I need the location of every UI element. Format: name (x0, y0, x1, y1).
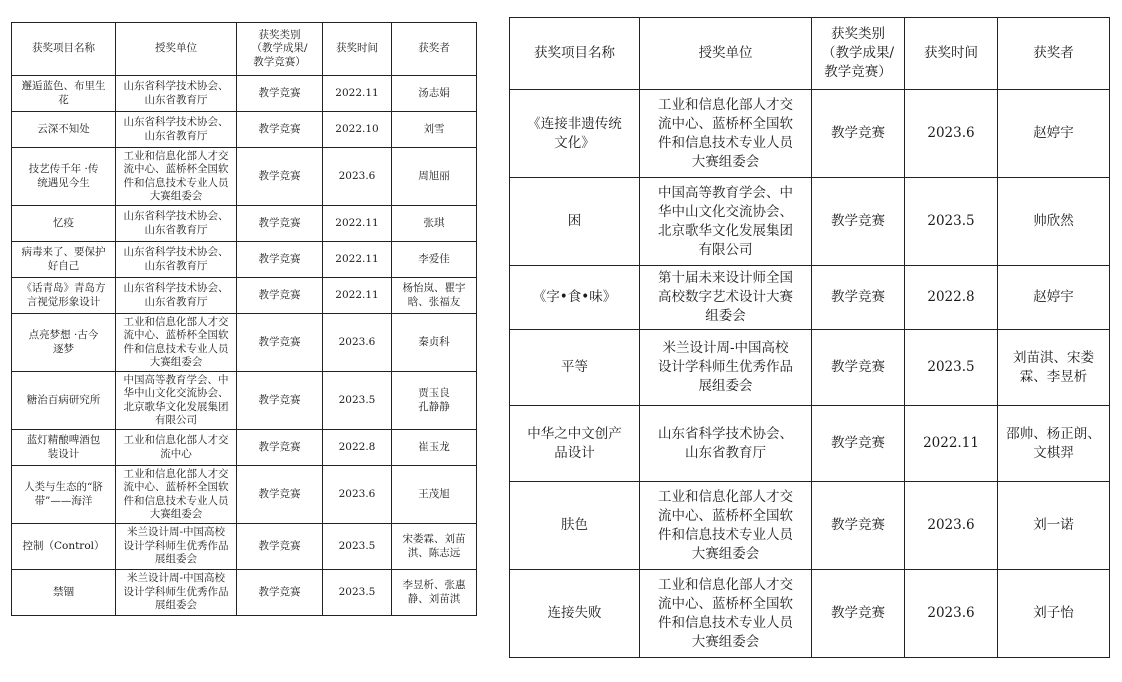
award-time-text: 2023.6 (927, 125, 975, 141)
project-name-text: 云深不知处 (37, 122, 90, 135)
award-unit-text: 工业和信息化部人才交 流中心 (123, 434, 229, 460)
winner-text: 秦贞科 (418, 335, 450, 348)
winner-cell (998, 266, 1110, 330)
project-name-text: 肤色 (561, 517, 588, 533)
award-category-text: 教学竞赛 (258, 216, 301, 229)
winner-cell (998, 482, 1110, 570)
table-row (12, 242, 477, 278)
award-category-text: 教学竞赛 (831, 289, 885, 305)
award-unit-cell (640, 178, 812, 266)
award-unit-text: 山东省科学技术协会、 山东省教育厅 (658, 425, 793, 461)
award-category-cell (812, 482, 905, 570)
award-time-text: 2023.5 (338, 393, 376, 406)
header-winner: 获奖者 (392, 23, 477, 76)
winner-cell (392, 466, 477, 524)
project-name-cell (12, 242, 116, 278)
award-time-text: 2023.5 (338, 585, 376, 598)
award-time-text: 2023.5 (927, 213, 975, 229)
project-name-text: 中华之中文创产 品设计 (527, 425, 622, 461)
award-time-text: 2023.6 (927, 605, 975, 621)
award-time-text: 2023.6 (338, 335, 376, 348)
project-name-cell (510, 482, 640, 570)
award-time-cell (323, 570, 392, 616)
award-unit-cell (640, 482, 812, 570)
award-time-text: 2022.8 (338, 440, 376, 453)
project-name-text: 困 (567, 213, 582, 229)
award-category-text: 教学竞赛 (258, 288, 301, 301)
award-time-text: 2023.6 (338, 487, 376, 500)
winner-text: 周旭丽 (418, 169, 450, 182)
table-row (12, 524, 477, 570)
award-unit-text: 中国高等教育学会、中 华中山文化交流协会、 北京歌华文化发展集团 有限公司 (123, 373, 229, 426)
award-time-text: 2023.6 (927, 517, 975, 533)
award-time-cell (905, 330, 998, 406)
award-time-cell (323, 466, 392, 524)
award-unit-text: 工业和信息化部人才交 流中心、蓝桥杯全国软 件和信息技术专业人员 大赛组委会 (658, 576, 793, 650)
winner-cell (392, 314, 477, 372)
winner-cell (392, 206, 477, 242)
project-name-cell (510, 406, 640, 482)
project-name-cell (510, 178, 640, 266)
table-row (12, 372, 477, 430)
award-category-text: 教学竞赛 (831, 359, 885, 375)
award-unit-cell (640, 330, 812, 406)
award-time-cell (323, 242, 392, 278)
project-name-cell (12, 76, 116, 112)
award-unit-cell (116, 524, 237, 570)
winner-text: 刘子怡 (1033, 605, 1074, 621)
winner-text: 赵婷宇 (1033, 125, 1074, 141)
project-name-text: 禁锢 (53, 585, 74, 598)
award-category-cell (237, 206, 323, 242)
award-category-text: 教学竞赛 (831, 435, 885, 451)
project-name-cell (510, 330, 640, 406)
table-row (12, 466, 477, 524)
award-table-left (11, 22, 477, 616)
winner-text: 刘一诺 (1033, 517, 1074, 533)
table-row (12, 314, 477, 372)
winner-cell (998, 570, 1110, 658)
award-unit-cell (116, 112, 237, 148)
award-unit-text: 工业和信息化部人才交 流中心、蓝桥杯全国软 件和信息技术专业人员 大赛组委会 (658, 488, 793, 562)
table-row (510, 330, 1110, 406)
award-time-cell (905, 266, 998, 330)
project-name-cell (12, 372, 116, 430)
award-unit-cell (116, 242, 237, 278)
project-name-text: 平等 (561, 359, 588, 375)
award-unit-text: 第十届未来设计师全国 高校数字艺术设计大赛 组委会 (658, 270, 793, 324)
project-name-text: 控制（Control） (22, 539, 105, 552)
award-time-text: 2022.11 (335, 288, 379, 301)
project-name-text: 糖治百病研究所 (26, 393, 101, 406)
header-award-category: 获奖类别 （教学成果/ 教学竞赛） (812, 18, 905, 90)
award-unit-text: 山东省科学技术协会、 山东省教育厅 (123, 246, 229, 272)
header-award-category: 获奖类别 （教学成果/ 教学竞赛） (237, 23, 323, 76)
award-category-cell (237, 112, 323, 148)
award-unit-text: 米兰设计周-中国高校 设计学科师生优秀作品 展组委会 (123, 526, 229, 566)
award-unit-cell (640, 90, 812, 178)
project-name-cell (12, 206, 116, 242)
award-unit-text: 米兰设计周-中国高校 设计学科师生优秀作品 展组委会 (658, 340, 793, 394)
table-header-row (510, 18, 1110, 90)
award-time-cell (323, 314, 392, 372)
project-name-text: 点亮梦想 ·古今 逐梦 (28, 329, 99, 355)
project-name-cell (12, 466, 116, 524)
award-time-cell (323, 372, 392, 430)
award-category-text: 教学竞赛 (831, 213, 885, 229)
award-unit-cell (116, 206, 237, 242)
award-unit-cell (116, 466, 237, 524)
project-name-text: 《连接非遗传统 文化》 (527, 115, 622, 151)
header-project-name: 获奖项目名称 (510, 18, 640, 90)
award-time-cell (323, 430, 392, 466)
award-unit-text: 山东省科学技术协会、 山东省教育厅 (123, 116, 229, 142)
award-unit-cell (116, 430, 237, 466)
award-unit-text: 工业和信息化部人才交 流中心、蓝桥杯全国软 件和信息技术专业人员 大赛组委会 (123, 315, 229, 368)
award-category-text: 教学竞赛 (831, 517, 885, 533)
winner-cell (392, 76, 477, 112)
award-time-text: 2022.10 (335, 122, 379, 135)
award-time-text: 2023.6 (338, 169, 376, 182)
winner-text: 邵帅、杨正朗、 文棋羿 (1006, 425, 1101, 461)
award-category-cell (237, 570, 323, 616)
award-unit-cell (640, 406, 812, 482)
winner-text: 崔玉龙 (418, 440, 450, 453)
winner-cell (392, 430, 477, 466)
table-row (12, 430, 477, 466)
winner-text: 杨怡岚、瞿宇 晗、张福友 (402, 282, 466, 308)
award-time-text: 2023.5 (927, 359, 975, 375)
winner-text: 王茂旭 (418, 487, 450, 500)
award-unit-text: 山东省科学技术协会、 山东省教育厅 (123, 80, 229, 106)
winner-text: 宋娄霖、刘苗 淇、陈志远 (402, 533, 466, 559)
award-category-cell (237, 524, 323, 570)
award-time-cell (323, 148, 392, 206)
award-category-text: 教学竞赛 (258, 393, 301, 406)
header-winner: 获奖者 (998, 18, 1110, 90)
award-time-text: 2022.11 (335, 216, 379, 229)
award-category-cell (237, 430, 323, 466)
table-row (510, 90, 1110, 178)
award-category-text: 教学竞赛 (831, 125, 885, 141)
award-unit-text: 中国高等教育学会、中 华中山文化交流协会、 北京歌华文化发展集团 有限公司 (658, 184, 793, 258)
project-name-cell (12, 314, 116, 372)
award-time-cell (905, 406, 998, 482)
award-category-text: 教学竞赛 (258, 252, 301, 265)
table-row (510, 570, 1110, 658)
header-project-name: 获奖项目名称 (12, 23, 116, 76)
project-name-cell (12, 148, 116, 206)
award-category-cell (237, 466, 323, 524)
winner-cell (392, 278, 477, 314)
award-unit-cell (116, 372, 237, 430)
project-name-text: 病毒来了、要保护 好自己 (21, 246, 106, 272)
award-time-cell (323, 76, 392, 112)
award-category-cell (237, 278, 323, 314)
award-category-text: 教学竞赛 (258, 487, 301, 500)
award-category-cell (812, 406, 905, 482)
award-unit-cell (116, 570, 237, 616)
header-award-time: 获奖时间 (323, 23, 392, 76)
award-unit-cell (640, 266, 812, 330)
project-name-text: 忆疫 (53, 216, 74, 229)
award-time-cell (905, 482, 998, 570)
award-unit-text: 山东省科学技术协会、 山东省教育厅 (123, 210, 229, 236)
award-unit-cell (116, 314, 237, 372)
award-category-cell (237, 242, 323, 278)
award-unit-cell (116, 148, 237, 206)
award-unit-cell (116, 278, 237, 314)
award-table-right (509, 17, 1110, 658)
winner-text: 刘苗淇、宋娄 霖、李昱析 (1013, 349, 1094, 385)
winner-text: 帅欣然 (1033, 213, 1074, 229)
project-name-cell (12, 524, 116, 570)
winner-text: 贾玉良 孔静静 (418, 387, 450, 413)
award-category-cell (812, 330, 905, 406)
winner-text: 李爱佳 (418, 252, 450, 265)
project-name-cell (12, 278, 116, 314)
award-category-text: 教学竞赛 (258, 86, 301, 99)
project-name-cell (510, 266, 640, 330)
table-row (12, 148, 477, 206)
award-time-text: 2023.5 (338, 539, 376, 552)
award-category-cell (812, 570, 905, 658)
award-time-text: 2022.11 (923, 435, 979, 451)
winner-cell (392, 112, 477, 148)
project-name-cell (12, 430, 116, 466)
award-category-cell (812, 266, 905, 330)
award-category-cell (237, 76, 323, 112)
award-unit-cell (640, 570, 812, 658)
project-name-cell (12, 112, 116, 148)
award-unit-text: 工业和信息化部人才交 流中心、蓝桥杯全国软 件和信息技术专业人员 大赛组委会 (123, 149, 229, 202)
table-row (12, 206, 477, 242)
header-award-unit: 授奖单位 (116, 23, 237, 76)
award-category-text: 教学竞赛 (831, 605, 885, 621)
winner-cell (998, 90, 1110, 178)
winner-text: 刘雪 (423, 122, 445, 135)
award-category-text: 教学竞赛 (258, 440, 301, 453)
winner-cell (392, 524, 477, 570)
header-award-time: 获奖时间 (905, 18, 998, 90)
award-unit-cell (116, 76, 237, 112)
award-time-cell (323, 112, 392, 148)
award-unit-text: 山东省科学技术协会、 山东省教育厅 (123, 282, 229, 308)
winner-text: 赵婷宇 (1033, 289, 1074, 305)
winner-cell (998, 406, 1110, 482)
project-name-text: 连接失败 (547, 605, 602, 621)
table-row (12, 570, 477, 616)
winner-cell (392, 148, 477, 206)
award-category-cell (812, 178, 905, 266)
award-category-cell (237, 314, 323, 372)
table-row (12, 278, 477, 314)
winner-cell (998, 178, 1110, 266)
award-category-text: 教学竞赛 (258, 539, 301, 552)
project-name-text: 邂逅蓝色、布里生 花 (21, 80, 106, 106)
award-unit-text: 工业和信息化部人才交 流中心、蓝桥杯全国软 件和信息技术专业人员 大赛组委会 (658, 96, 793, 170)
award-time-cell (323, 524, 392, 570)
table-row (510, 266, 1110, 330)
award-category-text: 教学竞赛 (258, 335, 301, 348)
award-time-cell (905, 178, 998, 266)
award-time-text: 2022.11 (335, 252, 379, 265)
project-name-text: 技艺传千年 ·传 统遇见今生 (28, 163, 99, 189)
winner-cell (392, 570, 477, 616)
project-name-text: 《字•食•味》 (532, 289, 617, 305)
project-name-text: 蓝灯精酿啤酒包 装设计 (26, 434, 101, 460)
award-time-text: 2022.8 (927, 289, 975, 305)
table-row (510, 482, 1110, 570)
award-time-cell (905, 90, 998, 178)
header-award-unit: 授奖单位 (640, 18, 812, 90)
table-row (510, 178, 1110, 266)
award-unit-text: 工业和信息化部人才交 流中心、蓝桥杯全国软 件和信息技术专业人员 大赛组委会 (123, 467, 229, 520)
table-row (12, 112, 477, 148)
project-name-cell (12, 570, 116, 616)
table-row (510, 406, 1110, 482)
project-name-text: 《话青岛》青岛方 言视觉形象设计 (21, 282, 106, 308)
project-name-cell (510, 90, 640, 178)
project-name-text: 人类与生态的“脐 带”——海洋 (24, 481, 103, 507)
award-category-text: 教学竞赛 (258, 585, 301, 598)
table-header-row (12, 23, 477, 76)
project-name-cell (510, 570, 640, 658)
winner-text: 李昱析、张惠 静、刘苗淇 (402, 579, 466, 605)
table-row (12, 76, 477, 112)
award-category-cell (237, 148, 323, 206)
winner-cell (998, 330, 1110, 406)
winner-text: 汤志娟 (418, 86, 450, 99)
award-time-cell (905, 570, 998, 658)
award-time-text: 2022.11 (335, 86, 379, 99)
award-time-cell (323, 206, 392, 242)
award-category-text: 教学竞赛 (258, 122, 301, 135)
award-time-cell (323, 278, 392, 314)
winner-cell (392, 372, 477, 430)
award-unit-text: 米兰设计周-中国高校 设计学科师生优秀作品 展组委会 (123, 572, 229, 612)
winner-text: 张琪 (423, 216, 445, 229)
winner-cell (392, 242, 477, 278)
award-category-text: 教学竞赛 (258, 169, 301, 182)
award-category-cell (812, 90, 905, 178)
award-category-cell (237, 372, 323, 430)
